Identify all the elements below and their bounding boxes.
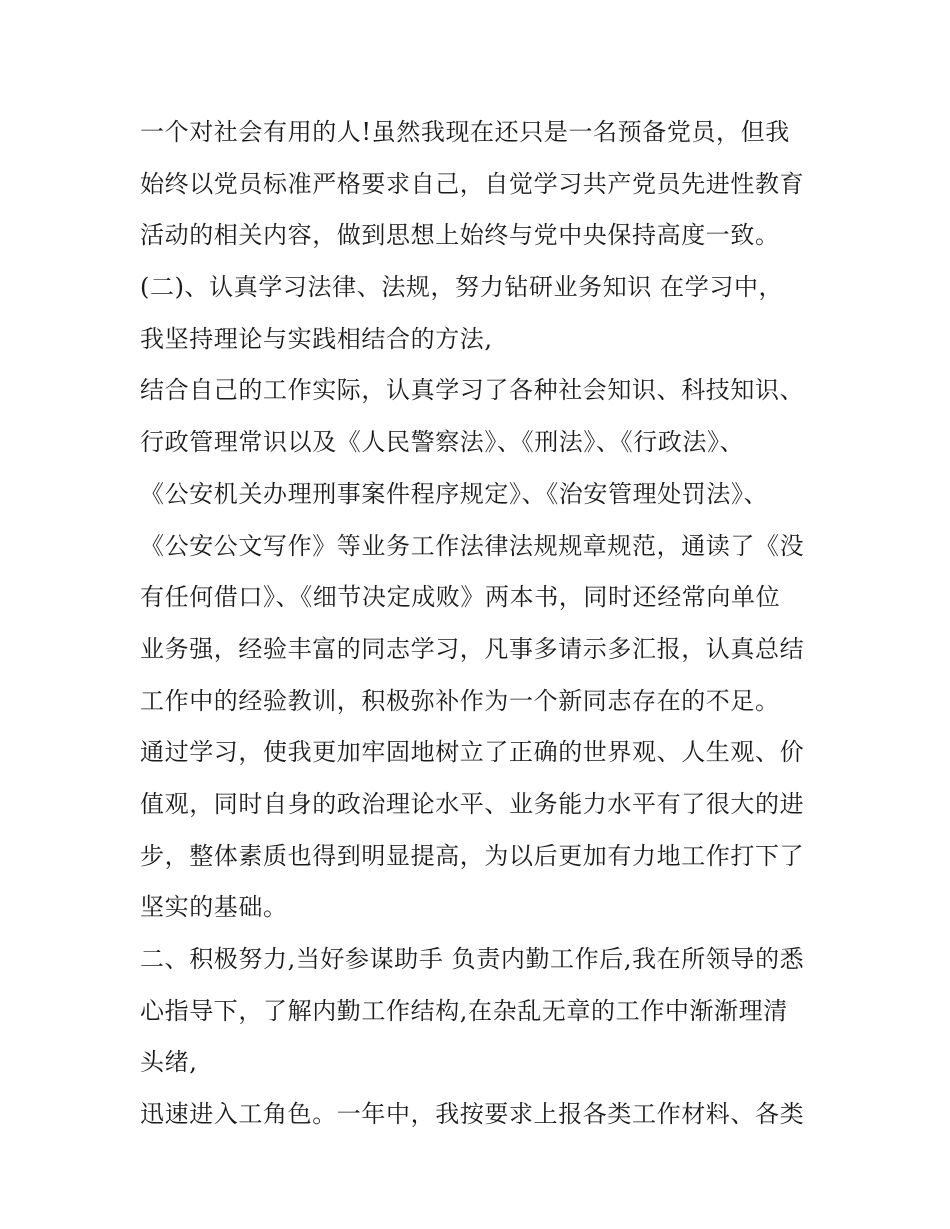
text-line: 一个对社会有用的人!虽然我现在还只是一名预备党员，但我 (140, 118, 790, 146)
text-line: 始终以党员标准严格要求自己，自觉学习共产党员先进性教育 (140, 169, 805, 198)
text-line: 有任何借口》、《细节决定成败》两本书，同时还经常向单位 (140, 583, 781, 612)
document-body (140, 107, 830, 1141)
text-line: 值观，同时自身的政治理论水平、业务能力水平有了很大的进 (140, 789, 805, 818)
text-line: 我坚持理论与实践相结合的方法, (140, 324, 493, 353)
text-line: 行政管理常识以及《人民警察法》、《刑法》、《行政法》、 (140, 428, 745, 457)
text-line: 《公安公文写作》等业务工作法律法规规章规范，通读了《没 (140, 531, 805, 560)
text-line: 迅速进入工角色。一年中，我按要求上报各类工作材料、各类 (140, 1100, 805, 1129)
text-line: 头绪, (140, 1048, 198, 1077)
text-line: 活动的相关内容，做到思想上始终与党中央保持高度一致。 (140, 221, 780, 250)
text-line: 业务强，经验丰富的同志学习，凡事多请示多汇报，认真总结 (140, 634, 805, 663)
text-line: 工作中的经验教训，积极弥补作为一个新同志存在的不足。 (140, 686, 780, 715)
text-line: 《公安机关办理刑事案件程序规定》、《治安管理处罚法》、 (140, 479, 769, 508)
text-line: 二、积极努力,当好参谋助手 负责内勤工作后,我在所领导的悉 (140, 945, 805, 973)
text-line: 心指导下，了解内勤工作结构,在杂乱无章的工作中渐渐理清 (140, 996, 788, 1025)
text-line: 坚实的基础。 (140, 893, 288, 922)
text-line: 通过学习，使我更加牢固地树立了正确的世界观、人生观、价 (140, 738, 805, 767)
text-line: (二)、认真学习法律、法规，努力钻研业务知识 在学习中， (140, 273, 784, 302)
text-line: 结合自己的工作实际，认真学习了各种社会知识、科技知识、 (140, 376, 805, 405)
text-line: 步，整体素质也得到明显提高，为以后更加有力地工作打下了 (140, 841, 805, 870)
